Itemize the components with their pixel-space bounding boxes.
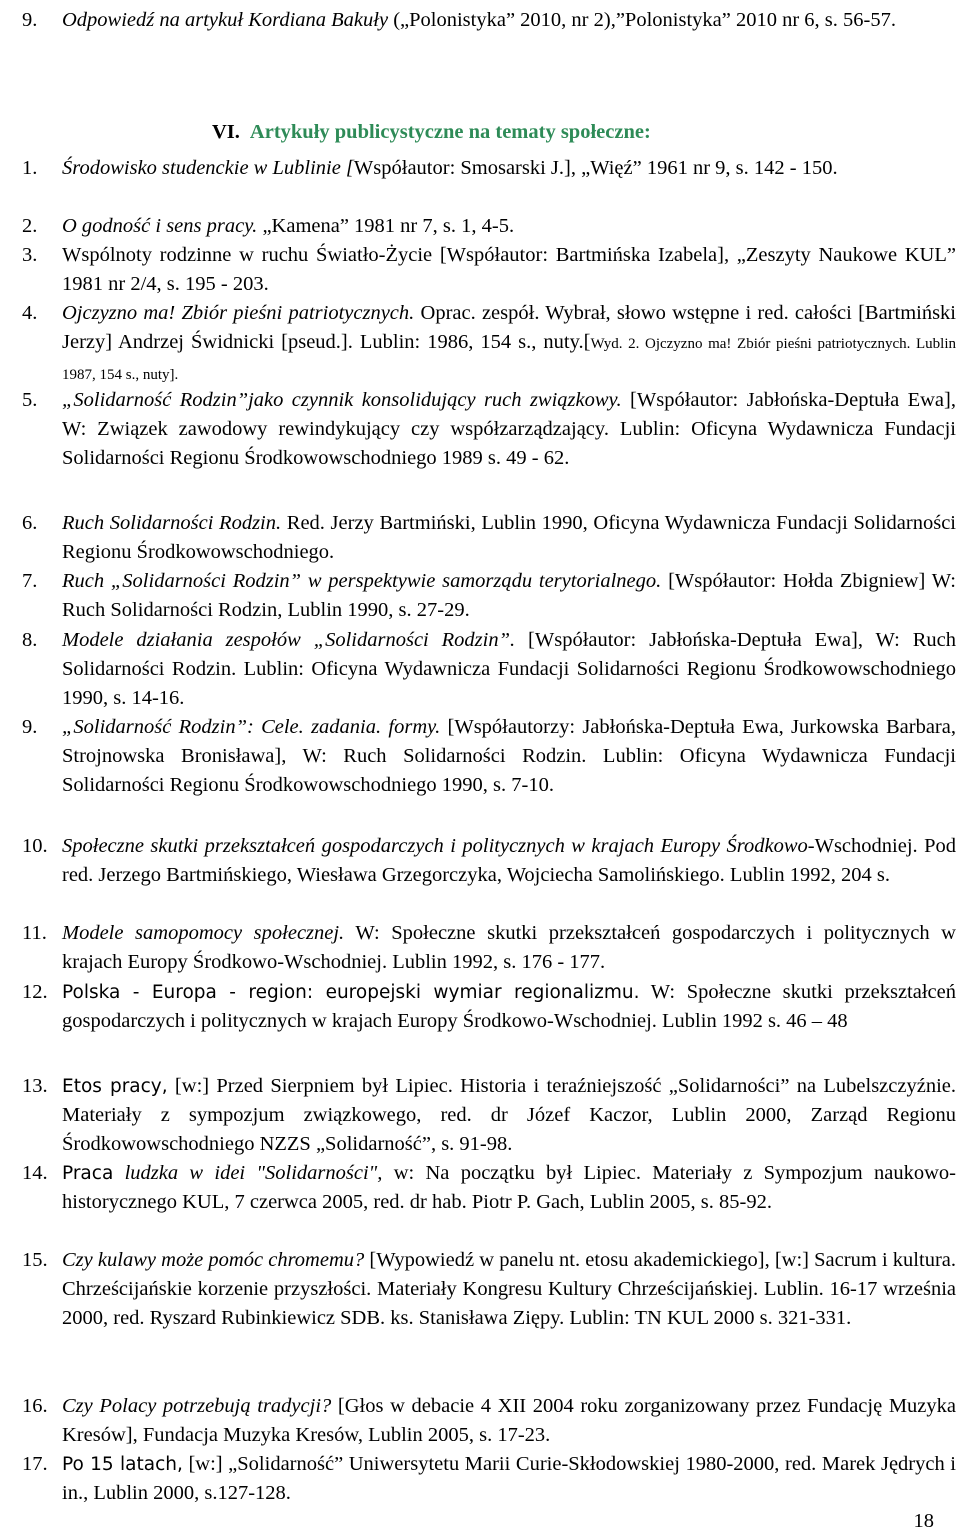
entry-number: 13. (22, 1075, 48, 1097)
bibliography-entry (22, 713, 956, 800)
entry-text-segment: („Polonistyka” 2010, nr 2),”Polonistyka” 2010 nr 6, s. 56-57. (388, 9, 896, 31)
entry-number: 2. (22, 215, 38, 237)
entry-text-segment: Odpowiedź na artykuł Kordiana Bakuły (62, 9, 389, 31)
entry-text-segment: „Kamena” 1981 nr 7, s. 1, 4-5. (257, 215, 515, 237)
entry-text (62, 626, 956, 713)
entry-text-segment: [Wypowiedź w panelu nt. etosu akademickiego], [w:] Sacrum i kultura. Chrześcijańskie korzenie przyszłości. Materiały Kongresu Kultury Chrześcijańskiej. Lublin. 16-17 września 2000, red. Ryszard Rubinkiewicz SDB. ks. Stanisława Ziępy. Lublin: TN KUL 2000 s. 321-331. (62, 1249, 956, 1329)
bibliography-entry (22, 241, 956, 299)
entry-text (62, 1246, 956, 1333)
entry-text-segment: Ruch Solidarności Rodzin. (62, 512, 282, 534)
entry-text-segment: ludzka w idei "Solidarności", (113, 1162, 383, 1184)
bibliography-entry (22, 567, 956, 625)
entry-number: 16. (22, 1395, 48, 1417)
entry-text-segment: W: Społeczne skutki przekształceń gospodarczych i politycznych w krajach Europy Środkowo-Wschodniej. Lublin 1992, s. 176 - 177. (62, 922, 956, 973)
entry-text (62, 212, 956, 241)
entry-text-segment: Modele samopomocy społecznej. (62, 922, 345, 944)
entry-number: 10. (22, 835, 48, 857)
entry-text-segment: Czy Polacy potrzebują tradycji? (62, 1395, 332, 1417)
bibliography-entry (22, 1392, 956, 1450)
entry-text-segment: Red. Jerzy Bartmiński, Lublin 1990, Oficyna Wydawnicza Fundacji Solidarności Regionu Środkowowschodniego. (62, 512, 956, 563)
entry-number: 1. (22, 157, 38, 179)
entry-text-segment: [Współautor: Jabłońska-Deptuła Ewa], W: Związek zawodowy rewindykujący czy współzarządzający. Lublin: Oficyna Wydawnicza Fundacji Solidarności Regionu Środkowowschodniego 1989 s. 49 - 62. (62, 389, 956, 469)
bibliography-entry (22, 978, 956, 1036)
entry-text-segment: Oprac. zespół. Wybrał, słowo wstępne i red. całości [Bartmiński Jerzy] Andrzej Świdnicki [pseud.]. Lublin: 1986, 154 s., nuty.[ (62, 302, 957, 353)
entry-number: 14. (22, 1162, 48, 1184)
entry-text (62, 832, 956, 890)
entry-text (62, 1159, 956, 1217)
entry-number: 11. (22, 922, 47, 944)
entry-text-segment: Wspólnoty rodzinne w ruchu Światło-Życie [Współautor: Bartmińska Izabela], „Zeszyty Naukowe KUL” 1981 nr 2/4, s. 195 - 203. (62, 244, 956, 295)
entry-text-segment: [Współautor: Jabłońska-Deptuła Ewa], W: Ruch Solidarności Rodzin. Lublin: Oficyna Wydawnicza Fundacji Solidarności Regionu Środkowowschodniego 1990, s. 14-16. (62, 629, 956, 709)
entry-text (62, 1072, 956, 1159)
section-heading (212, 118, 651, 147)
entry-number: 12. (22, 981, 48, 1003)
entry-text-segment: w: Na początku był Lipiec. Materiały z Sympozjum naukowo-historycznego KUL, 7 czerwca 2005, red. dr hab. Piotr P. Gach, Lublin 2005, s. 85-92. (62, 1162, 956, 1213)
entry-text (62, 978, 956, 1036)
entry-text (62, 154, 956, 183)
entry-text (62, 919, 956, 977)
entry-text-segment: Modele działania zespołów „Solidarności Rodzin”. (62, 629, 516, 651)
entry-number: 9. (22, 716, 38, 738)
entry-text (62, 713, 956, 800)
bibliography-entry (22, 386, 956, 473)
entry-text-segment: „Solidarność Rodzin”: Cele. zadania. formy. (62, 716, 441, 738)
bibliography-entry (22, 1072, 956, 1159)
entry-text-segment: Wyd. 2. Ojczyzno ma! Zbiór pieśni patriotycznych. Lublin 1987, 154 s., nuty]. (62, 336, 956, 383)
bibliography-entry (22, 154, 956, 183)
entry-number: 17. (22, 1453, 48, 1475)
entry-text-segment: O godność i sens pracy. (62, 215, 258, 237)
section-roman-numeral: VI. (212, 121, 240, 143)
entry-number: 4. (22, 302, 38, 324)
entry-text-segment: Ruch „Solidarności Rodzin” w perspektywie samorządu terytorialnego. (62, 570, 662, 592)
entry-number: 15. (22, 1249, 48, 1271)
entry-number: 3. (22, 244, 38, 266)
entry-text-segment: „Solidarność Rodzin”jako czynnik konsolidujący ruch związkowy. (62, 389, 622, 411)
bibliography-entry (22, 919, 956, 977)
entry-text-segment: Po 15 latach, (62, 1454, 183, 1475)
entry-text-segment: [w:] Przed Sierpniem był Lipiec. Historia i teraźniejszość „Solidarności” na Lubelszczyźnie. Materiały z sympozjum związkowego, red. dr Józef Kaczor, Lublin 2000, Zarząd Regionu Środkowowschodniego NZZS „Solidarność”, s. 91-98. (62, 1075, 956, 1155)
entry-text-segment: [w:] „Solidarność” Uniwersytetu Marii Curie-Skłodowskiej 1980-2000, red. Marek Jędrych i in., Lublin 2000, s.127-128. (62, 1453, 956, 1504)
entry-text-segment: Społeczne skutki przekształceń gospodarczych i politycznych w krajach Europy Środkowo- (62, 835, 815, 857)
bibliography-entry (22, 6, 956, 35)
entry-text (62, 509, 956, 567)
entry-text-segment: Czy kulawy może pomóc chromemu? (62, 1249, 365, 1271)
bibliography-entry (22, 299, 956, 390)
bibliography-entry (22, 1159, 956, 1217)
page-number: 18 (913, 1510, 934, 1532)
entry-text-segment: Ojczyzno ma! Zbiór pieśni patriotycznych. (62, 302, 415, 324)
entry-number: 9. (22, 9, 38, 31)
bibliography-entry (22, 626, 956, 713)
entry-number: 8. (22, 629, 38, 651)
bibliography-entry (22, 832, 956, 890)
section-heading-text: Artykuły publicystyczne na tematy społeczne: (249, 121, 651, 143)
entry-number: 7. (22, 570, 38, 592)
bibliography-entry (22, 509, 956, 567)
entry-text (62, 1392, 956, 1450)
entry-text-segment: [Głos w debacie 4 XII 2004 roku zorganizowany przez Fundację Muzyka Kresów], Fundacja Muzyka Kresów, Lublin 2005, s. 17-23. (62, 1395, 957, 1446)
entry-text-segment: Praca (62, 1163, 114, 1184)
entry-text-segment: [Współautor: Hołda Zbigniew] W: Ruch Solidarności Rodzin, Lublin 1990, s. 27-29. (62, 570, 956, 621)
entry-text-segment: Polska - Europa - region: europejski wymiar regionalizmu. (62, 982, 640, 1003)
entry-text (62, 299, 956, 390)
entry-text-segment: Etos pracy, (62, 1076, 168, 1097)
entry-number: 5. (22, 389, 38, 411)
entry-text-segment: Środowisko studenckie w Lublinie [ (62, 157, 354, 179)
bibliography-entry (22, 1450, 956, 1508)
entry-text (62, 241, 956, 299)
entry-text-segment: W: Społeczne skutki przekształceń gospodarczych i politycznych w krajach Europy Środkowo-Wschodniej. Lublin 1992 s. 46 – 48 (62, 981, 956, 1032)
entry-text-segment: [Współautorzy: Jabłońska-Deptuła Ewa, Jurkowska Barbara, Strojnowska Bronisława], W: Ruch Solidarności Rodzin. Lublin: Oficyna Wydawnicza Fundacji Solidarności Regionu Środkowowschodniego 1990, s. 7-10. (62, 716, 956, 796)
entry-text (62, 1450, 956, 1508)
entry-text (62, 567, 956, 625)
entry-text-segment: Wschodniej. Pod red. Jerzego Bartmińskiego, Wiesława Grzegorczyka, Wojciecha Samolińskiego. Lublin 1992, 204 s. (62, 835, 956, 886)
entry-text-segment: Współautor: Smosarski J.], „Więź” 1961 nr 9, s. 142 - 150. (353, 157, 838, 179)
bibliography-entry (22, 212, 956, 241)
entry-number: 6. (22, 512, 38, 534)
entry-text (62, 386, 956, 473)
bibliography-entry (22, 1246, 956, 1333)
entry-text (62, 6, 956, 35)
